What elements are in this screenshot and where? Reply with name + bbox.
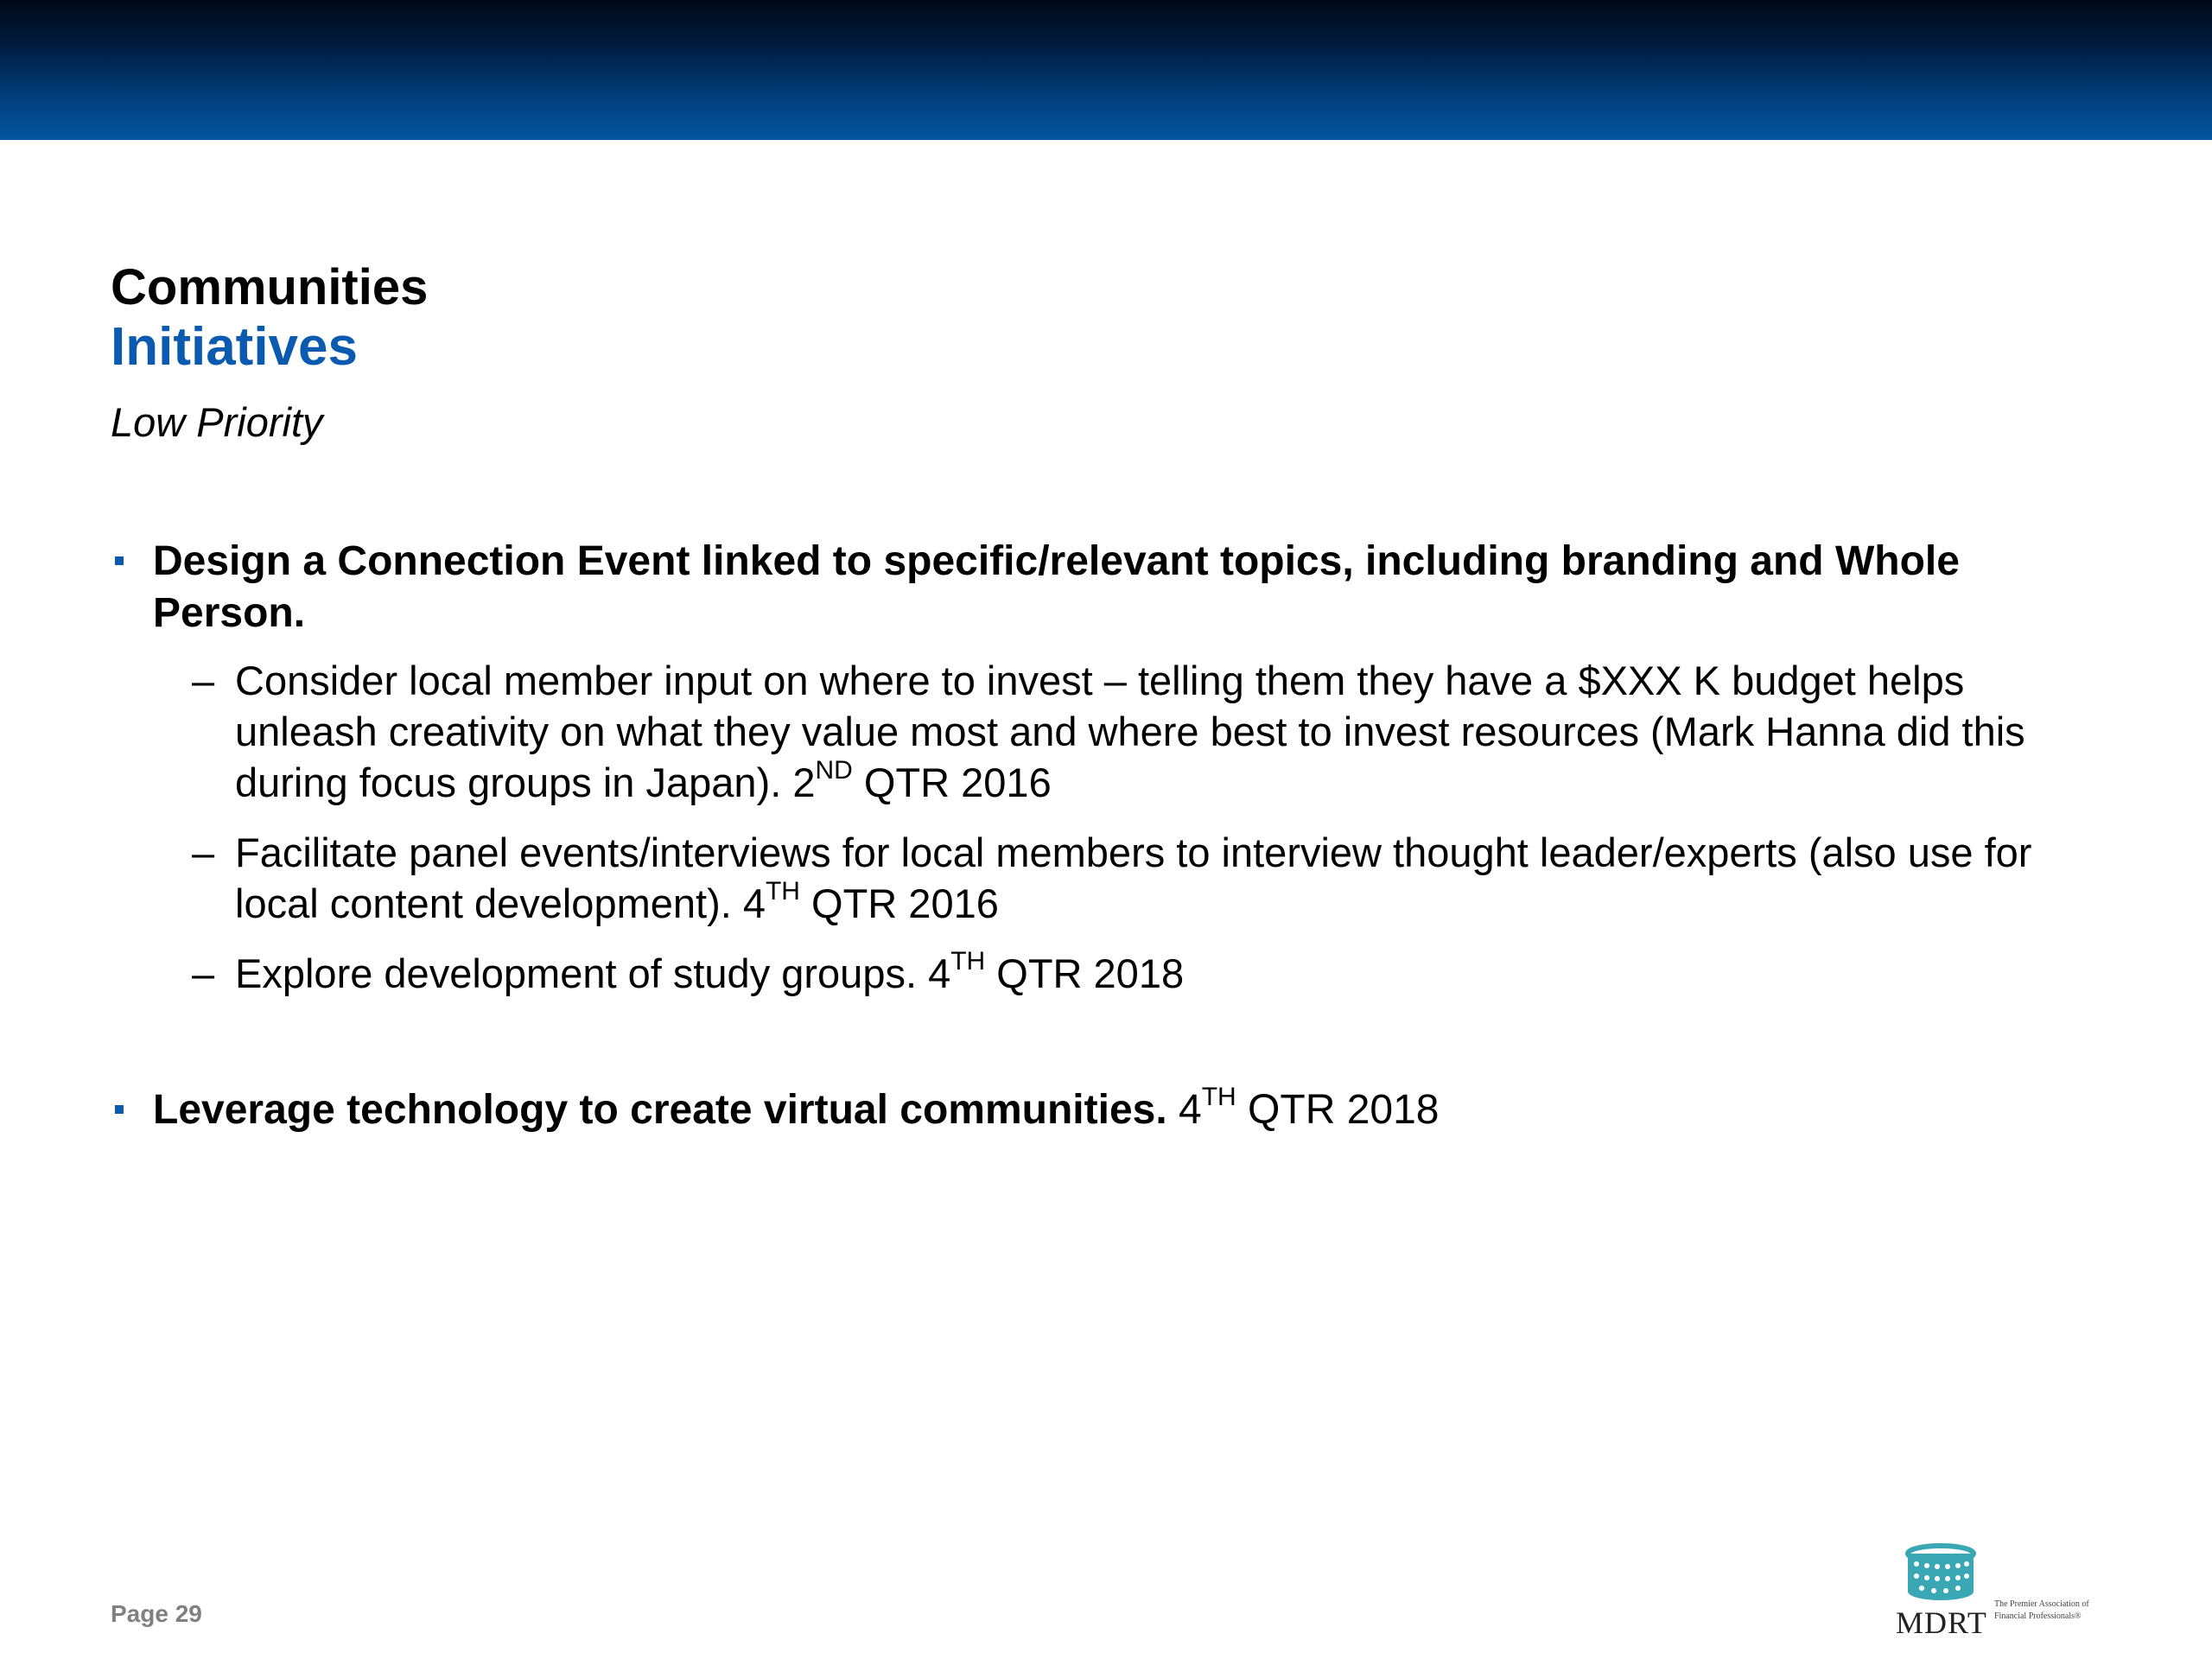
mdrt-emblem-icon [1897, 1541, 1984, 1607]
square-bullet-icon [115, 1105, 124, 1114]
slide-subtitle: Initiatives [111, 317, 358, 377]
dash-bullet-icon: – [192, 658, 215, 703]
title-block [111, 257, 428, 377]
mdrt-logo [1892, 1538, 2108, 1642]
bullet-text: Leverage technology to create virtual communities. [153, 1087, 1167, 1133]
sub-item-tail: QTR 2016 [852, 760, 1052, 805]
sub-list-item [192, 948, 2098, 999]
logo-wordmark: MDRT [1896, 1605, 1987, 1640]
ordinal-suffix: TH [950, 947, 986, 976]
sub-item-tail: QTR 2018 [985, 950, 1185, 996]
dash-bullet-icon: – [192, 830, 215, 875]
sub-list-item [192, 655, 2098, 808]
bullet-tail: QTR 2018 [1236, 1087, 1440, 1133]
slide-title: Communities [111, 259, 429, 315]
sub-list-item [192, 827, 2098, 929]
logo-tagline: The Premier Association of Financial Professionals® [1994, 1599, 2089, 1621]
bullet-text: Design a Connection Event linked to specific/relevant topics, including branding and Whole Person. [153, 538, 1960, 636]
ordinal-suffix: TH [1201, 1083, 1236, 1111]
ordinal-suffix: TH [765, 877, 800, 906]
square-bullet-icon [115, 556, 124, 565]
sub-item-text: Explore development of study groups. 4 [235, 950, 951, 996]
page-number: Page 29 [111, 1600, 202, 1627]
dash-bullet-icon: – [192, 950, 215, 996]
bullet-suffix: 4 [1166, 1087, 1202, 1133]
ordinal-suffix: ND [815, 756, 853, 785]
header-band [0, 0, 2212, 140]
sub-item-text: Facilitate panel events/interviews for local members to interview thought leader/experts (also use for local content development). 4 [235, 830, 2032, 926]
content-body [111, 536, 2098, 1136]
bullet-item [111, 536, 2098, 639]
priority-label: Low Priority [111, 399, 323, 445]
sub-item-tail: QTR 2016 [799, 880, 999, 926]
sub-item-text: Consider local member input on where to invest – telling them they have a $XXX K budget helps unleash creativity on what they value most and where best to invest resources (Mark Hanna did this during focus groups in Japan). 2 [235, 658, 2025, 805]
bullet-item [111, 1084, 2098, 1136]
sub-list [192, 655, 2098, 999]
